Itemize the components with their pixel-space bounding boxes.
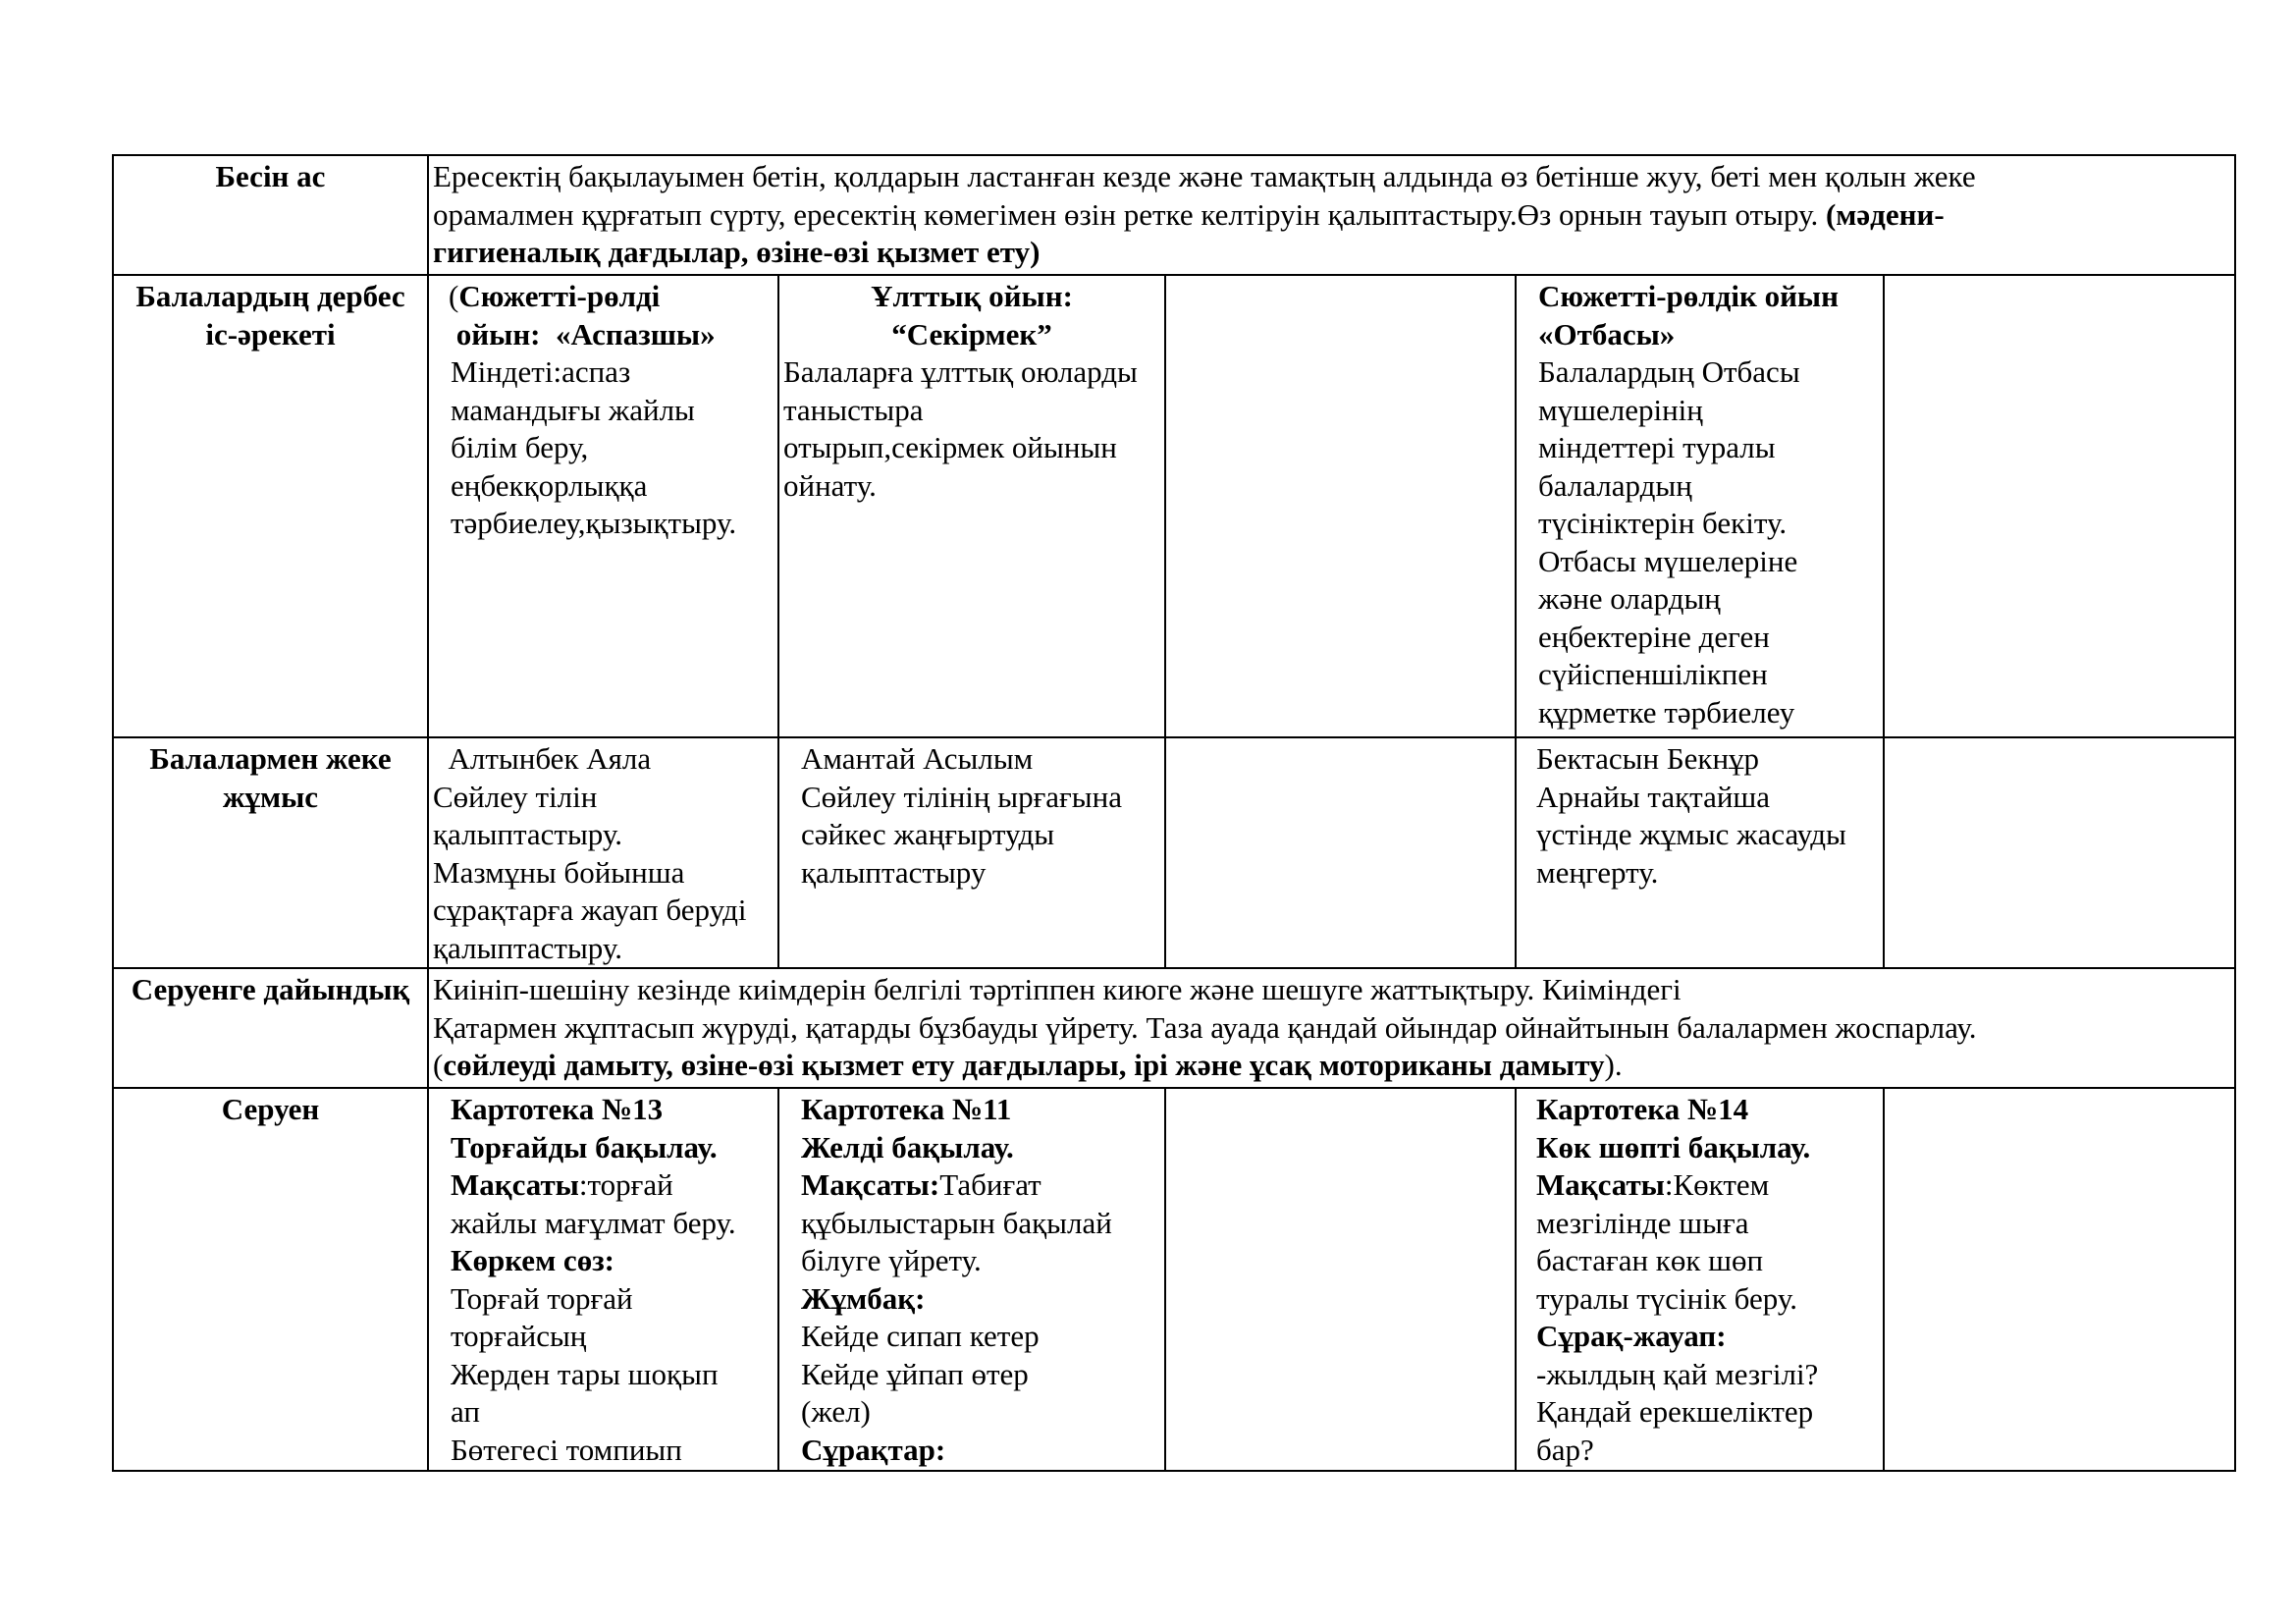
text-line: және олардың <box>1538 581 1721 616</box>
goal-text: :Көктем <box>1664 1167 1770 1202</box>
poem-line: торғайсың <box>451 1319 587 1353</box>
row-label-dayyndyk: Серуенге дайындық <box>113 968 428 1088</box>
label-line: жұмыс <box>222 779 319 814</box>
text-line: Қатармен жұптасып жүруді, қатарды бұзбауды үйрету. Таза ауада қандай ойындар ойнайтынын балалармен жоспарлау. <box>433 1009 1977 1045</box>
row-label-besin-as: Бесін ас <box>113 155 428 275</box>
text-line: Сөйлеу тілінің ырғағына <box>801 779 1122 814</box>
text-line: түсініктерін бекіту. <box>1538 506 1788 540</box>
title-line: ( <box>449 279 459 313</box>
text-line: туралы түсінік беру. <box>1536 1280 1798 1316</box>
text-line: мезгілінде шыға <box>1536 1205 1749 1240</box>
row-seruen <box>113 1088 2235 1471</box>
text-segment: ). <box>1604 1048 1623 1082</box>
goal-label: Мақсаты: <box>801 1167 940 1202</box>
row-label-zheke <box>113 737 428 968</box>
cell-individual-work-4 <box>1516 737 1884 968</box>
row-label-derbes <box>113 275 428 737</box>
goal-text: :торғай <box>578 1167 673 1202</box>
text-line: отырып,секірмек ойынын <box>783 430 1117 464</box>
text-line: бастаған көк шөп <box>1536 1243 1764 1277</box>
cell-individual-work-1 <box>428 737 778 968</box>
row-zheke-zhumys <box>113 737 2235 968</box>
row-derbes-is-areketi <box>113 275 2235 737</box>
card-number: Картотека №13 <box>451 1092 664 1126</box>
cell-empty <box>1165 275 1516 737</box>
text-line <box>433 1166 774 1205</box>
text-line: Балалардың Отбасы <box>1538 354 1800 389</box>
text-line: Ересектің бақылауымен бетін, қолдарын ластанған кезде және тамақтың алдында өз бетінше жуу, беті мен қолын жеке <box>433 159 1976 193</box>
text-line: білім беру, <box>451 430 589 464</box>
qa-line: бар? <box>1536 1432 1594 1467</box>
poem-line: ап <box>451 1394 480 1429</box>
game-title-line: Сюжетті-рөлдік ойын <box>1538 279 1839 313</box>
label-line: іс-әрекеті <box>205 316 336 352</box>
text-line: үстінде жұмыс жасауды <box>1536 817 1846 851</box>
observation-title: Желді бақылау. <box>801 1129 1014 1164</box>
child-name: Алтынбек Аяла <box>433 741 652 776</box>
cell-individual-work-2 <box>778 737 1165 968</box>
game-title: Сюжетті-рөлді <box>458 279 661 313</box>
section-label: Сұрақ-жауап: <box>1536 1319 1727 1353</box>
text-line: ойнату. <box>783 467 877 503</box>
text-line: сұрақтарға жауап беруді <box>433 893 747 927</box>
text-line: білуге үйрету. <box>801 1243 982 1277</box>
text-line: құрметке тәрбиелеу <box>1538 694 1795 730</box>
text-line: еңбекқорлыққа <box>451 467 648 503</box>
text-line: қалыптастыру. <box>433 930 623 965</box>
cell-aspazshy-game <box>428 275 778 737</box>
riddle-line: Кейде сипап кетер <box>801 1319 1040 1353</box>
besin-as-description <box>428 155 2235 275</box>
observation-title: Торғайды бақылау. <box>451 1129 718 1164</box>
observation-title: Көк шөпті бақылау. <box>1536 1129 1811 1164</box>
child-name: Амантай Асылым <box>801 741 1034 776</box>
text-line: балалардың <box>1538 467 1692 503</box>
section-label: Сұрақтар: <box>801 1432 946 1467</box>
text-line <box>433 196 2230 235</box>
text-line: Міндеті:аспаз <box>451 354 631 389</box>
game-title-line: ойын: «Аспазшы» <box>449 316 716 352</box>
text-line: таныстыра <box>783 392 924 427</box>
text-line: қалыптастыру <box>801 854 987 890</box>
game-title-line: «Отбасы» <box>1538 316 1676 352</box>
poem-line: Жерден тары шоқып <box>451 1356 719 1391</box>
game-title-line: “Секірмек” <box>891 316 1052 352</box>
cell-empty <box>1165 1088 1516 1471</box>
text-segment: орамалмен құрғатып сүрту, ересектің көмегімен өзін ретке келтіруін қалыптастыру.Өз орнын тауып отыру. <box>433 196 1826 232</box>
card-number: Картотека №11 <box>801 1092 1012 1126</box>
goal-label: Мақсаты <box>1536 1167 1665 1202</box>
label-line: Балалардың дербес <box>135 279 405 313</box>
qa-line: -жылдың қай мезгілі? <box>1536 1356 1819 1391</box>
text-line: құбылыстарын бақылай <box>801 1205 1112 1240</box>
text-line: қалыптастыру. <box>433 817 623 851</box>
daily-plan-table <box>112 154 2236 1472</box>
cell-empty <box>1884 1088 2235 1471</box>
cell-sekirmek-game <box>778 275 1165 737</box>
text-line: мүшелерінің <box>1538 392 1703 427</box>
text-line: міндеттері туралы <box>1538 430 1776 464</box>
cell-empty <box>1884 737 2235 968</box>
cell-walk-card-11 <box>778 1088 1165 1471</box>
text-line: сүйіспеншілікпен <box>1538 657 1768 691</box>
row-seruenge-dayyndyk <box>113 968 2235 1088</box>
game-title-line: Ұлттық ойын: <box>871 279 1073 313</box>
bold-segment: сөйлеуді дамыту, өзіне-өзі қызмет ету дағдылары, ірі және ұсақ моториканы дамыту <box>443 1048 1605 1082</box>
qa-line: Қандай ерекшеліктер <box>1536 1394 1814 1429</box>
text-segment: ( <box>433 1048 444 1082</box>
row-label-seruen: Серуен <box>113 1088 428 1471</box>
text-line: меңгерту. <box>1536 854 1659 890</box>
text-line <box>1521 1166 1879 1205</box>
text-line: Балаларға ұлттық оюларды <box>783 354 1138 389</box>
text-line: тәрбиелеу,қызықтыру. <box>451 506 737 540</box>
card-number: Картотека №14 <box>1536 1092 1749 1126</box>
section-label: Көркем сөз: <box>451 1243 614 1277</box>
text-line <box>433 1047 2230 1085</box>
text-line: сәйкес жаңғыртуды <box>801 817 1055 851</box>
text-line <box>783 1166 1160 1205</box>
text-line <box>433 278 774 316</box>
cell-otbasy-game <box>1516 275 1884 737</box>
text-line: Арнайы тақтайша <box>1536 779 1771 814</box>
cell-empty <box>1165 737 1516 968</box>
poem-line: Торғай торғай <box>451 1280 633 1316</box>
cell-walk-card-14 <box>1516 1088 1884 1471</box>
bold-segment: (мәдени- <box>1825 196 1945 232</box>
riddle-line: Кейде ұйпап өтер <box>801 1356 1029 1391</box>
cell-walk-card-13 <box>428 1088 778 1471</box>
text-line: еңбектеріне деген <box>1538 619 1770 654</box>
riddle-line: (жел) <box>801 1394 871 1429</box>
goal-text: Табиғат <box>939 1167 1041 1202</box>
text-line: Сөйлеу тілін <box>433 779 598 814</box>
child-name: Бектасын Бекнұр <box>1536 741 1760 776</box>
section-label: Жұмбақ: <box>801 1280 926 1316</box>
text-line: Мазмұны бойынша <box>433 854 685 890</box>
text-line: жайлы мағұлмат беру. <box>451 1205 736 1240</box>
label-line: Балалармен жеке <box>149 741 392 776</box>
bold-line: гигиеналық дағдылар, өзіне-өзі қызмет ету) <box>433 235 1041 269</box>
goal-label: Мақсаты <box>451 1167 579 1202</box>
dayyndyk-description <box>428 968 2235 1088</box>
text-line: Отбасы мүшелеріне <box>1538 543 1798 578</box>
text-line: мамандығы жайлы <box>451 392 695 427</box>
row-besin-as <box>113 155 2235 275</box>
poem-line: Бөтегесі томпиып <box>451 1432 682 1467</box>
text-line: Киініп-шешіну кезінде киімдерін белгілі тәртіппен киюге және шешуге жаттықтыру. Киіміндегі <box>433 972 1682 1006</box>
cell-empty <box>1884 275 2235 737</box>
